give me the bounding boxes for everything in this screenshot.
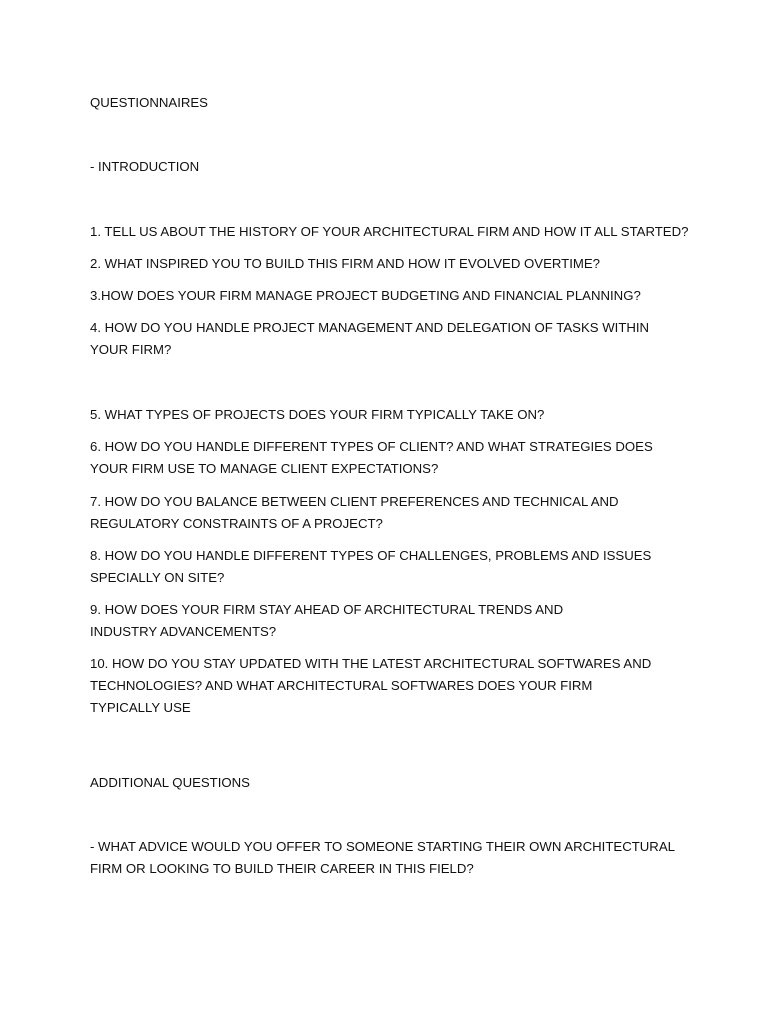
document-title: QUESTIONNAIRES xyxy=(90,95,208,110)
question-10: 10. HOW DO YOU STAY UPDATED WITH THE LATEST ARCHITECTURAL SOFTWARES AND TECHNOLOGIES? AND WHAT ARCHITECTURAL SOFTWARES DOES YOUR FIRM TYPICALLY USE xyxy=(90,656,652,715)
question-1: 1. TELL US ABOUT THE HISTORY OF YOUR ARCHITECTURAL FIRM AND HOW IT ALL STARTED? xyxy=(90,224,689,239)
additional-question-1: - WHAT ADVICE WOULD YOU OFFER TO SOMEONE STARTING THEIR OWN ARCHITECTURAL FIRM OR LOOKING TO BUILD THEIR CAREER IN THIS FIELD? xyxy=(90,839,675,876)
question-9: 9. HOW DOES YOUR FIRM STAY AHEAD OF ARCHITECTURAL TRENDS AND INDUSTRY ADVANCEMENTS? xyxy=(90,602,564,639)
question-8: 8. HOW DO YOU HANDLE DIFFERENT TYPES OF CHALLENGES, PROBLEMS AND ISSUES SPECIALLY ON SITE? xyxy=(90,548,652,585)
additional-questions-heading: ADDITIONAL QUESTIONS xyxy=(90,775,250,790)
question-7: 7. HOW DO YOU BALANCE BETWEEN CLIENT PREFERENCES AND TECHNICAL AND REGULATORY CONSTRAINTS OF A PROJECT? xyxy=(90,494,619,531)
question-2: 2. WHAT INSPIRED YOU TO BUILD THIS FIRM AND HOW IT EVOLVED OVERTIME? xyxy=(90,256,601,271)
question-3: 3.HOW DOES YOUR FIRM MANAGE PROJECT BUDGETING AND FINANCIAL PLANNING? xyxy=(90,288,641,303)
question-6: 6. HOW DO YOU HANDLE DIFFERENT TYPES OF CLIENT? AND WHAT STRATEGIES DOES YOUR FIRM USE TO MANAGE CLIENT EXPECTATIONS? xyxy=(90,439,653,476)
question-5: 5. WHAT TYPES OF PROJECTS DOES YOUR FIRM TYPICALLY TAKE ON? xyxy=(90,407,545,422)
question-4: 4. HOW DO YOU HANDLE PROJECT MANAGEMENT AND DELEGATION OF TASKS WITHIN YOUR FIRM? xyxy=(90,320,650,357)
introduction-heading: - INTRODUCTION xyxy=(90,159,200,174)
